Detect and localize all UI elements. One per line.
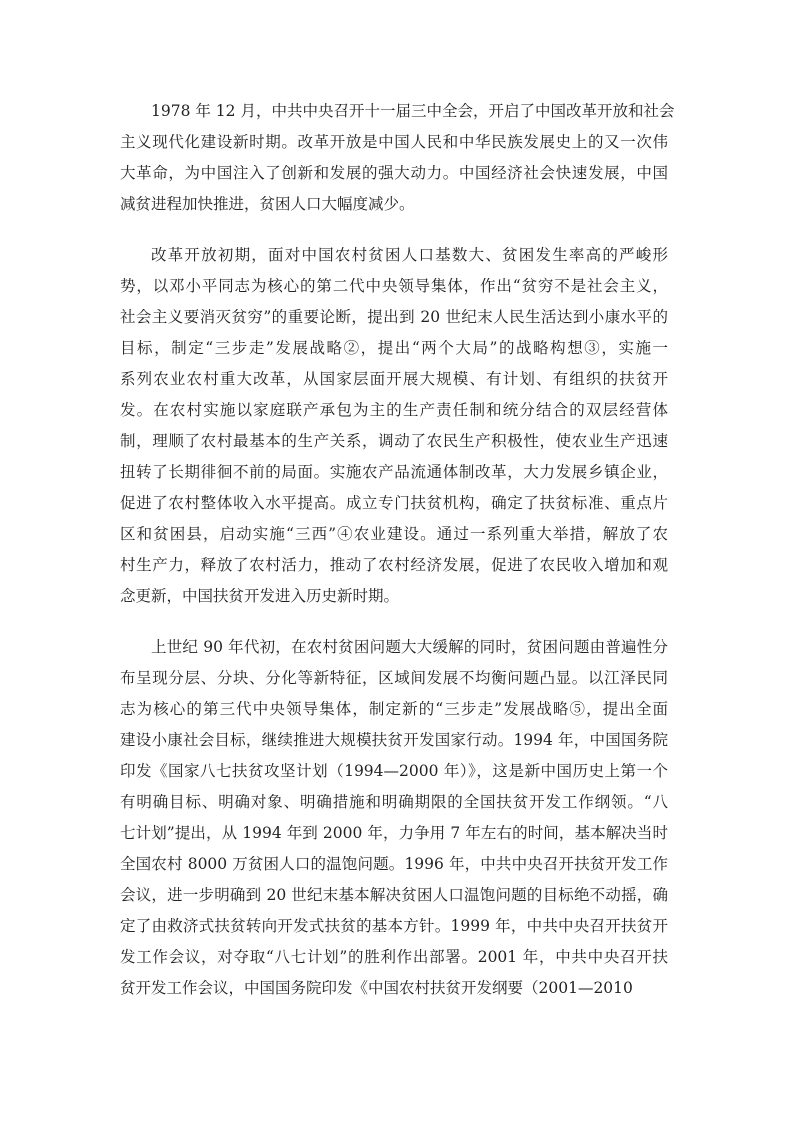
text-line: 促进了农村整体收入水平提高。成立专门扶贫机构，确定了扶贫标准、重点片 — [120, 494, 668, 512]
paragraph-1978-reform — [120, 96, 675, 220]
text-line: 定了由救济式扶贫转向开发式扶贫的基本方针。1999 年，中共中央召开扶贫开 — [120, 917, 668, 935]
text-line: 扭转了长期徘徊不前的局面。实施农产品流通体制改革，大力发展乡镇企业， — [120, 463, 668, 481]
paragraph-early-reform — [120, 240, 668, 612]
text-line: 制，理顺了农村最基本的生产关系，调动了农民生产积极性，使农业生产迅速 — [120, 432, 668, 450]
text-line: 系列农业农村重大改革，从国家层面开展大规模、有计划、有组织的扶贫开 — [120, 370, 668, 388]
text-line: 减贫进程加快推进，贫困人口大幅度减少。 — [120, 195, 415, 213]
text-line: 志为核心的第三代中央领导集体，制定新的“三步走”发展战略⑤，提出全面 — [120, 700, 668, 718]
text-line: 改革开放初期，面对中国农村贫困人口基数大、贫困发生率高的严峻形 — [151, 246, 668, 264]
text-line: 势，以邓小平同志为核心的第二代中央领导集体，作出“贫穷不是社会主义， — [120, 277, 668, 295]
text-line: 目标，制定“三步走”发展战略②，提出“两个大局”的战略构想③，实施一 — [120, 339, 668, 357]
text-line: 念更新，中国扶贫开发进入历史新时期。 — [120, 587, 400, 605]
text-line: 会议，进一步明确到 20 世纪末基本解决贫困人口温饱问题的目标绝不动摇，确 — [120, 886, 668, 904]
text-line: 主义现代化建设新时期。改革开放是中国人民和中华民族发展史上的又一次伟 — [120, 133, 668, 151]
text-line: 村生产力，释放了农村活力，推动了农村经济发展，促进了农民收入增加和观 — [120, 556, 668, 574]
text-line: 七计划”提出，从 1994 年到 2000 年，力争用 7 年左右的时间，基本解决当时 — [120, 824, 668, 842]
text-line: 建设小康社会目标，继续推进大规模扶贫开发国家行动。1994 年，中国国务院 — [120, 731, 668, 749]
text-line: 社会主义要消灭贫穷”的重要论断，提出到 20 世纪末人民生活达到小康水平的 — [120, 308, 668, 326]
document-body — [120, 96, 675, 1024]
text-line: 印发《国家八七扶贫攻坚计划（1994—2000 年）》，这是新中国历史上第一个 — [120, 762, 668, 780]
text-line: 全国农村 8000 万贫困人口的温饱问题。1996 年，中共中央召开扶贫开发工作 — [120, 855, 668, 873]
paragraph-1990s-poverty — [120, 632, 668, 1004]
text-line: 贫开发工作会议，中国国务院印发《中国农村扶贫开发纲要（2001—2010 — [120, 979, 633, 997]
text-line: 上世纪 90 年代初，在农村贫困问题大大缓解的同时，贫困问题由普遍性分 — [151, 638, 668, 656]
text-line: 有明确目标、明确对象、明确措施和明确期限的全国扶贫开发工作纲领。“八 — [120, 793, 668, 811]
text-line: 发。在农村实施以家庭联产承包为主的生产责任制和统分结合的双层经营体 — [120, 401, 668, 419]
text-line: 大革命，为中国注入了创新和发展的强大动力。中国经济社会快速发展，中国 — [120, 164, 668, 182]
text-line: 区和贫困县，启动实施“三西”④农业建设。通过一系列重大举措，解放了农 — [120, 525, 668, 543]
text-line: 发工作会议，对夺取“八七计划”的胜利作出部署。2001 年，中共中央召开扶 — [120, 948, 668, 966]
text-line: 1978 年 12 月，中共中央召开十一届三中全会，开启了中国改革开放和社会 — [151, 102, 675, 120]
text-line: 布呈现分层、分块、分化等新特征，区域间发展不均衡问题凸显。以江泽民同 — [120, 669, 668, 687]
